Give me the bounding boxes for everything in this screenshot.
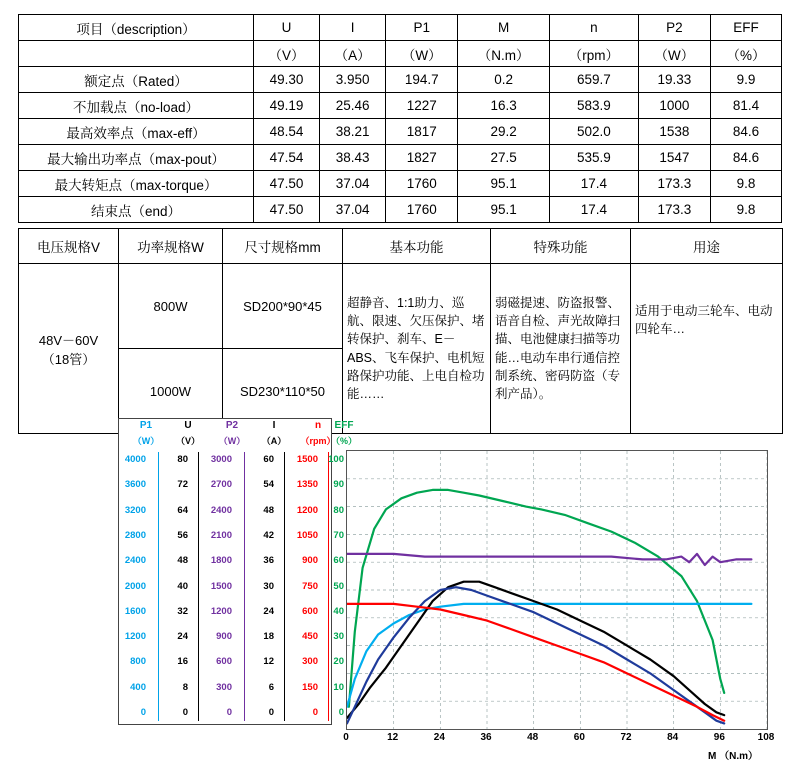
axis-tick-EFF: 50 — [333, 580, 344, 592]
table-row — [19, 197, 782, 223]
x-tick: 60 — [573, 732, 585, 743]
axis-tick-n: 750 — [302, 580, 318, 592]
x-tick: 48 — [527, 732, 539, 743]
axis-name-I: I — [272, 420, 276, 431]
table-cell: 37.04 — [320, 171, 386, 197]
spec-power-1000: 1000W — [119, 349, 223, 434]
axis-tick-U: 8 — [182, 681, 188, 693]
table-cell: 1000 — [638, 93, 710, 119]
axis-tick-EFF: 30 — [333, 631, 344, 643]
table-row — [19, 171, 782, 197]
table-cell: 19.33 — [638, 67, 710, 93]
axis-name-n: n — [314, 420, 322, 431]
axis-tick-U: 32 — [177, 605, 188, 617]
table-cell: 1547 — [638, 145, 710, 171]
table-cell: 最大输出功率点（max-pout） — [19, 145, 254, 171]
specification-table — [18, 228, 783, 434]
voltage-line-1: 48V－60V — [38, 332, 99, 348]
col-unit: （%） — [710, 41, 781, 67]
x-tick: 108 — [757, 732, 775, 743]
axis-tick-n: 300 — [302, 656, 318, 668]
axis-unit-n: （rpm） — [300, 436, 336, 446]
performance-table — [18, 14, 782, 223]
axis-tick-I: 42 — [263, 529, 274, 541]
table-cell: 38.43 — [320, 145, 386, 171]
axis-tick-I: 54 — [263, 479, 274, 491]
table-cell: 37.04 — [320, 197, 386, 223]
axis-tick-P1: 400 — [130, 681, 146, 693]
axis-tick-U: 80 — [177, 454, 188, 465]
table-cell: 535.9 — [549, 145, 638, 171]
table-cell: 48.54 — [254, 119, 320, 145]
axis-tick-EFF: 40 — [333, 605, 344, 617]
axis-tick-I: 0 — [268, 707, 274, 718]
axis-tick-P1: 2400 — [124, 555, 146, 567]
spec-header-basic: 基本功能 — [343, 229, 491, 264]
axis-tick-EFF: 20 — [333, 656, 344, 668]
table-cell: 95.1 — [458, 171, 549, 197]
axis-tick-n: 0 — [312, 707, 318, 718]
col-header: P1 — [386, 15, 458, 41]
col-unit — [19, 41, 254, 67]
axis-tick-EFF: 10 — [333, 681, 344, 693]
spec-header-size: 尺寸规格mm — [223, 229, 343, 264]
axis-tick-P2: 1800 — [210, 555, 232, 567]
axis-tick-I: 18 — [263, 631, 274, 643]
col-unit: （N.m） — [458, 41, 549, 67]
table-cell: 27.5 — [458, 145, 549, 171]
axis-tick-P1: 800 — [130, 656, 146, 668]
axis-name-P1: P1 — [139, 420, 153, 431]
table-cell: 95.1 — [458, 197, 549, 223]
axis-tick-P2: 3000 — [210, 454, 232, 465]
table-cell: 16.3 — [458, 93, 549, 119]
series-n — [347, 604, 724, 721]
col-header: n — [549, 15, 638, 41]
x-tick: 36 — [480, 732, 492, 743]
table-cell: 9.8 — [710, 171, 781, 197]
table-cell: 29.2 — [458, 119, 549, 145]
axis-unit-U: （V） — [175, 436, 200, 446]
spec-header-voltage: 电压规格V — [19, 229, 119, 264]
x-tick: 84 — [667, 732, 679, 743]
table-cell: 9.9 — [710, 67, 781, 93]
table-header-row — [19, 15, 782, 41]
axis-tick-EFF: 90 — [333, 479, 344, 491]
table-cell: 49.19 — [254, 93, 320, 119]
axis-tick-U: 64 — [177, 504, 188, 516]
axis-tick-P2: 1200 — [210, 605, 232, 617]
axis-tick-EFF: 100 — [328, 454, 344, 465]
axis-tick-P2: 2400 — [210, 504, 232, 516]
spec-power-800: 800W — [119, 264, 223, 349]
col-header: M — [458, 15, 549, 41]
axis-tick-I: 12 — [263, 656, 274, 668]
axis-unit-I: （A） — [261, 436, 287, 446]
table-cell: 17.4 — [549, 171, 638, 197]
col-unit: （W） — [638, 41, 710, 67]
series-P1 — [347, 582, 724, 718]
table-cell: 583.9 — [549, 93, 638, 119]
col-header: EFF — [710, 15, 781, 41]
axis-tick-EFF: 60 — [333, 555, 344, 567]
axis-tick-EFF: 80 — [333, 504, 344, 516]
table-cell: 1760 — [386, 197, 458, 223]
axis-tick-P2: 2100 — [210, 529, 232, 541]
table-cell: 84.6 — [710, 119, 781, 145]
axis-unit-P1: （W） — [132, 436, 160, 446]
table-row — [19, 67, 782, 93]
axis-tick-U: 40 — [177, 580, 188, 592]
spec-special-functions: 弱磁提速、防盗报警、语音自检、声光故障扫描、电池健康扫描等功能…电动车串行通信控制系统、密码防盗（专利产品）。 — [491, 264, 631, 434]
axis-tick-U: 16 — [177, 656, 188, 668]
col-header: 项目（description） — [19, 15, 254, 41]
axis-name-P2: P2 — [225, 420, 239, 431]
axis-tick-EFF: 0 — [338, 707, 344, 718]
axis-name-U: U — [184, 420, 192, 431]
col-header: I — [320, 15, 386, 41]
axis-tick-P1: 2800 — [124, 529, 146, 541]
axis-tick-n: 600 — [302, 605, 318, 617]
spec-header-power: 功率规格W — [119, 229, 223, 264]
spec-header-usage: 用途 — [631, 229, 783, 264]
axis-tick-I: 6 — [268, 681, 274, 693]
table-row — [19, 119, 782, 145]
table-cell: 194.7 — [386, 67, 458, 93]
axis-tick-I: 36 — [263, 555, 274, 567]
col-header: U — [254, 15, 320, 41]
table-cell: 659.7 — [549, 67, 638, 93]
axis-tick-P1: 3200 — [124, 504, 146, 516]
table-row — [19, 145, 782, 171]
axis-tick-U: 48 — [177, 555, 188, 567]
series-EFF — [349, 490, 724, 707]
axis-tick-P1: 3600 — [124, 479, 146, 491]
x-tick: 0 — [343, 732, 349, 743]
col-unit: （V） — [254, 41, 320, 67]
table-cell: 最高效率点（max-eff） — [19, 119, 254, 145]
table-cell: 9.8 — [710, 197, 781, 223]
table-cell: 173.3 — [638, 171, 710, 197]
axis-tick-U: 72 — [177, 479, 188, 491]
table-cell: 0.2 — [458, 67, 549, 93]
voltage-line-2: （18管） — [41, 351, 96, 367]
axis-tick-n: 1050 — [296, 529, 318, 541]
axis-tick-P2: 600 — [216, 656, 232, 668]
axis-tick-P2: 900 — [216, 631, 232, 643]
table-cell: 1827 — [386, 145, 458, 171]
axis-tick-n: 900 — [302, 555, 318, 567]
series-U — [347, 554, 751, 565]
table-cell: 1227 — [386, 93, 458, 119]
table-unit-row — [19, 41, 782, 67]
axis-tick-P1: 4000 — [124, 454, 146, 465]
table-cell: 84.6 — [710, 145, 781, 171]
table-cell: 47.54 — [254, 145, 320, 171]
table-cell: 1538 — [638, 119, 710, 145]
axis-tick-P2: 300 — [216, 681, 232, 693]
axis-tick-EFF: 70 — [333, 529, 344, 541]
axis-unit-P2: （W） — [218, 436, 246, 446]
x-tick: 24 — [433, 732, 445, 743]
axis-tick-n: 1200 — [296, 504, 318, 516]
table-cell: 不加载点（no-load） — [19, 93, 254, 119]
table-cell: 81.4 — [710, 93, 781, 119]
axis-tick-P1: 1200 — [124, 631, 146, 643]
axis-tick-n: 1500 — [296, 454, 318, 465]
x-axis-label: M （N.m） — [708, 751, 758, 762]
x-tick: 72 — [620, 732, 632, 743]
table-cell: 502.0 — [549, 119, 638, 145]
table-cell: 49.30 — [254, 67, 320, 93]
series-P2 — [347, 587, 724, 723]
col-unit: （rpm） — [549, 41, 638, 67]
spec-basic-functions: 超静音、1:1助力、巡航、限速、欠压保护、堵转保护、刹车、E－ABS、飞车保护、电机短路保护功能、上电自检功能…… — [343, 264, 491, 434]
table-cell: 25.46 — [320, 93, 386, 119]
spec-usage: 适用于电动三轮车、电动四轮车… — [631, 264, 783, 434]
x-tick: 12 — [387, 732, 399, 743]
axis-tick-I: 48 — [263, 504, 274, 516]
plot-area — [346, 450, 768, 730]
table-cell: 1760 — [386, 171, 458, 197]
table-cell: 17.4 — [549, 197, 638, 223]
axis-tick-U: 0 — [182, 707, 188, 718]
axis-tick-I: 24 — [263, 605, 274, 617]
axis-tick-U: 24 — [177, 631, 188, 643]
axis-tick-P1: 0 — [140, 707, 146, 718]
spec-voltage-value — [19, 264, 119, 434]
axis-name-EFF: EFF — [334, 420, 354, 431]
table-cell: 3.950 — [320, 67, 386, 93]
table-cell: 173.3 — [638, 197, 710, 223]
axis-tick-n: 450 — [302, 631, 318, 643]
axis-tick-P2: 1500 — [210, 580, 232, 592]
curves-svg — [347, 451, 767, 729]
axis-unit-EFF: （%） — [330, 436, 357, 446]
table-row — [19, 93, 782, 119]
table-cell: 额定点（Rated） — [19, 67, 254, 93]
col-unit: （A） — [320, 41, 386, 67]
spec-size-800: SD200*90*45 — [223, 264, 343, 349]
table-cell: 最大转矩点（max-torque） — [19, 171, 254, 197]
axis-tick-n: 150 — [302, 681, 318, 693]
axis-tick-I: 30 — [263, 580, 274, 592]
spec-size-1000: SD230*110*50 — [223, 349, 343, 434]
axis-tick-P1: 1600 — [124, 605, 146, 617]
axis-tick-P1: 2000 — [124, 580, 146, 592]
col-unit: （W） — [386, 41, 458, 67]
table-cell: 38.21 — [320, 119, 386, 145]
performance-chart — [18, 410, 782, 765]
x-tick: 96 — [713, 732, 725, 743]
col-header: P2 — [638, 15, 710, 41]
table-cell: 47.50 — [254, 197, 320, 223]
axis-tick-U: 56 — [177, 529, 188, 541]
axis-tick-P2: 2700 — [210, 479, 232, 491]
axis-tick-P2: 0 — [226, 707, 232, 718]
table-cell: 47.50 — [254, 171, 320, 197]
spec-header-special: 特殊功能 — [491, 229, 631, 264]
axis-tick-I: 60 — [263, 454, 274, 465]
table-cell: 结束点（end） — [19, 197, 254, 223]
axis-tick-n: 1350 — [296, 479, 318, 491]
table-cell: 1817 — [386, 119, 458, 145]
